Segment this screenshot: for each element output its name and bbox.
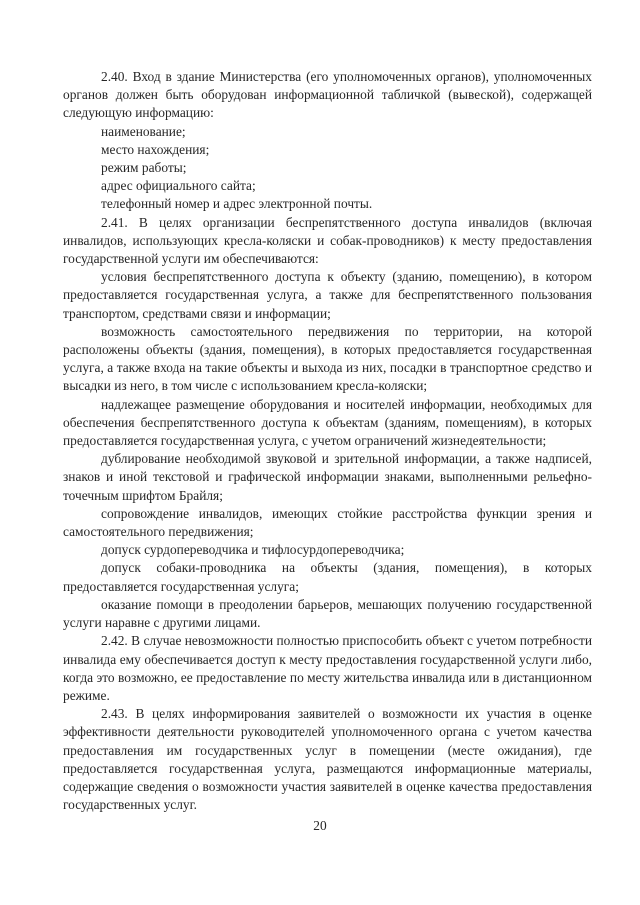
list-item-braille: дублирование необходимой звуковой и зрительной информации, а также надписей, знаков и иной текстовой и графической информации знаками, выполненными рельефно-точечным шрифтом Брайля; [63,451,592,503]
paragraph-2-42: 2.42. В случае невозможности полностью приспособить объект с учетом потребности инвалида ему обеспечивается доступ к месту предоставления государственной услуги либо, когда это возможно, ее предоставление по месту жительства инвалида или в дистанционном режиме. [63,633,592,703]
list-item-work-hours: режим работы; [101,160,187,176]
list-item-equipment: надлежащее размещение оборудования и носителей информации, необходимых для обеспечения беспрепятственного доступа к объектам (зданиям, помещениям), в которых предоставляется государственная услуга, с учетом ограничений жизнедеятельности; [63,396,592,449]
list-item-interpreter: допуск сурдопереводчика и тифлосурдопереводчика; [101,542,405,558]
list-item-access-conditions: условия беспрепятственного доступа к объекту (зданию, помещению), в котором предоставляется государственная услуга, а также для беспрепятственного пользования транспортом, средствами связи и информации; [63,269,592,321]
document-body [63,68,592,814]
list-item-assistance: оказание помощи в преодолении барьеров, мешающих получению государственной услуги наравне с другими лицами. [63,596,592,631]
paragraph-2-41: 2.41. В целях организации беспрепятственного доступа инвалидов (включая инвалидов, использующих кресла-коляски и собак-проводников) к месту предоставления государственной услуги им обеспечиваются: [63,214,592,267]
list-item-website: адрес официального сайта; [101,178,256,194]
page-number: 20 [313,818,327,833]
list-item-escort: сопровождение инвалидов, имеющих стойкие расстройства функции зрения и самостоятельного передвижения; [63,505,592,540]
paragraph-2-40: 2.40. Вход в здание Министерства (его уполномоченных органов), уполномоченных органов должен быть оборудован информационной табличкой (вывеской), содержащей следующую информацию: [63,69,592,121]
list-item-movement: возможность самостоятельного передвижения по территории, на которой расположены объекты (здания, помещения), в которых предоставляется государственная услуга, а также входа на такие объекты и выхода из них, посадки в транспортное средство и высадки из него, в том числе с использованием кресла-коляски; [63,323,592,394]
list-item-contacts: телефонный номер и адрес электронной почты. [101,196,373,212]
list-item-location: место нахождения; [101,141,210,157]
list-item-guide-dog: допуск собаки-проводника на объекты (здания, помещения), в которых предоставляется государственная услуга; [63,560,592,594]
paragraph-2-43: 2.43. В целях информирования заявителей о возможности их участия в оценке эффективности деятельности руководителей уполномоченного органа с учетом качества предоставления им государственных услуг в помещении (месте ожидания), где предоставляется государственная услуга, размещаются информационные материалы, содержащие сведения о возможности участия заявителей в оценке качества предоставления государственных услуг. [63,706,592,813]
list-item-name: наименование; [101,123,186,139]
